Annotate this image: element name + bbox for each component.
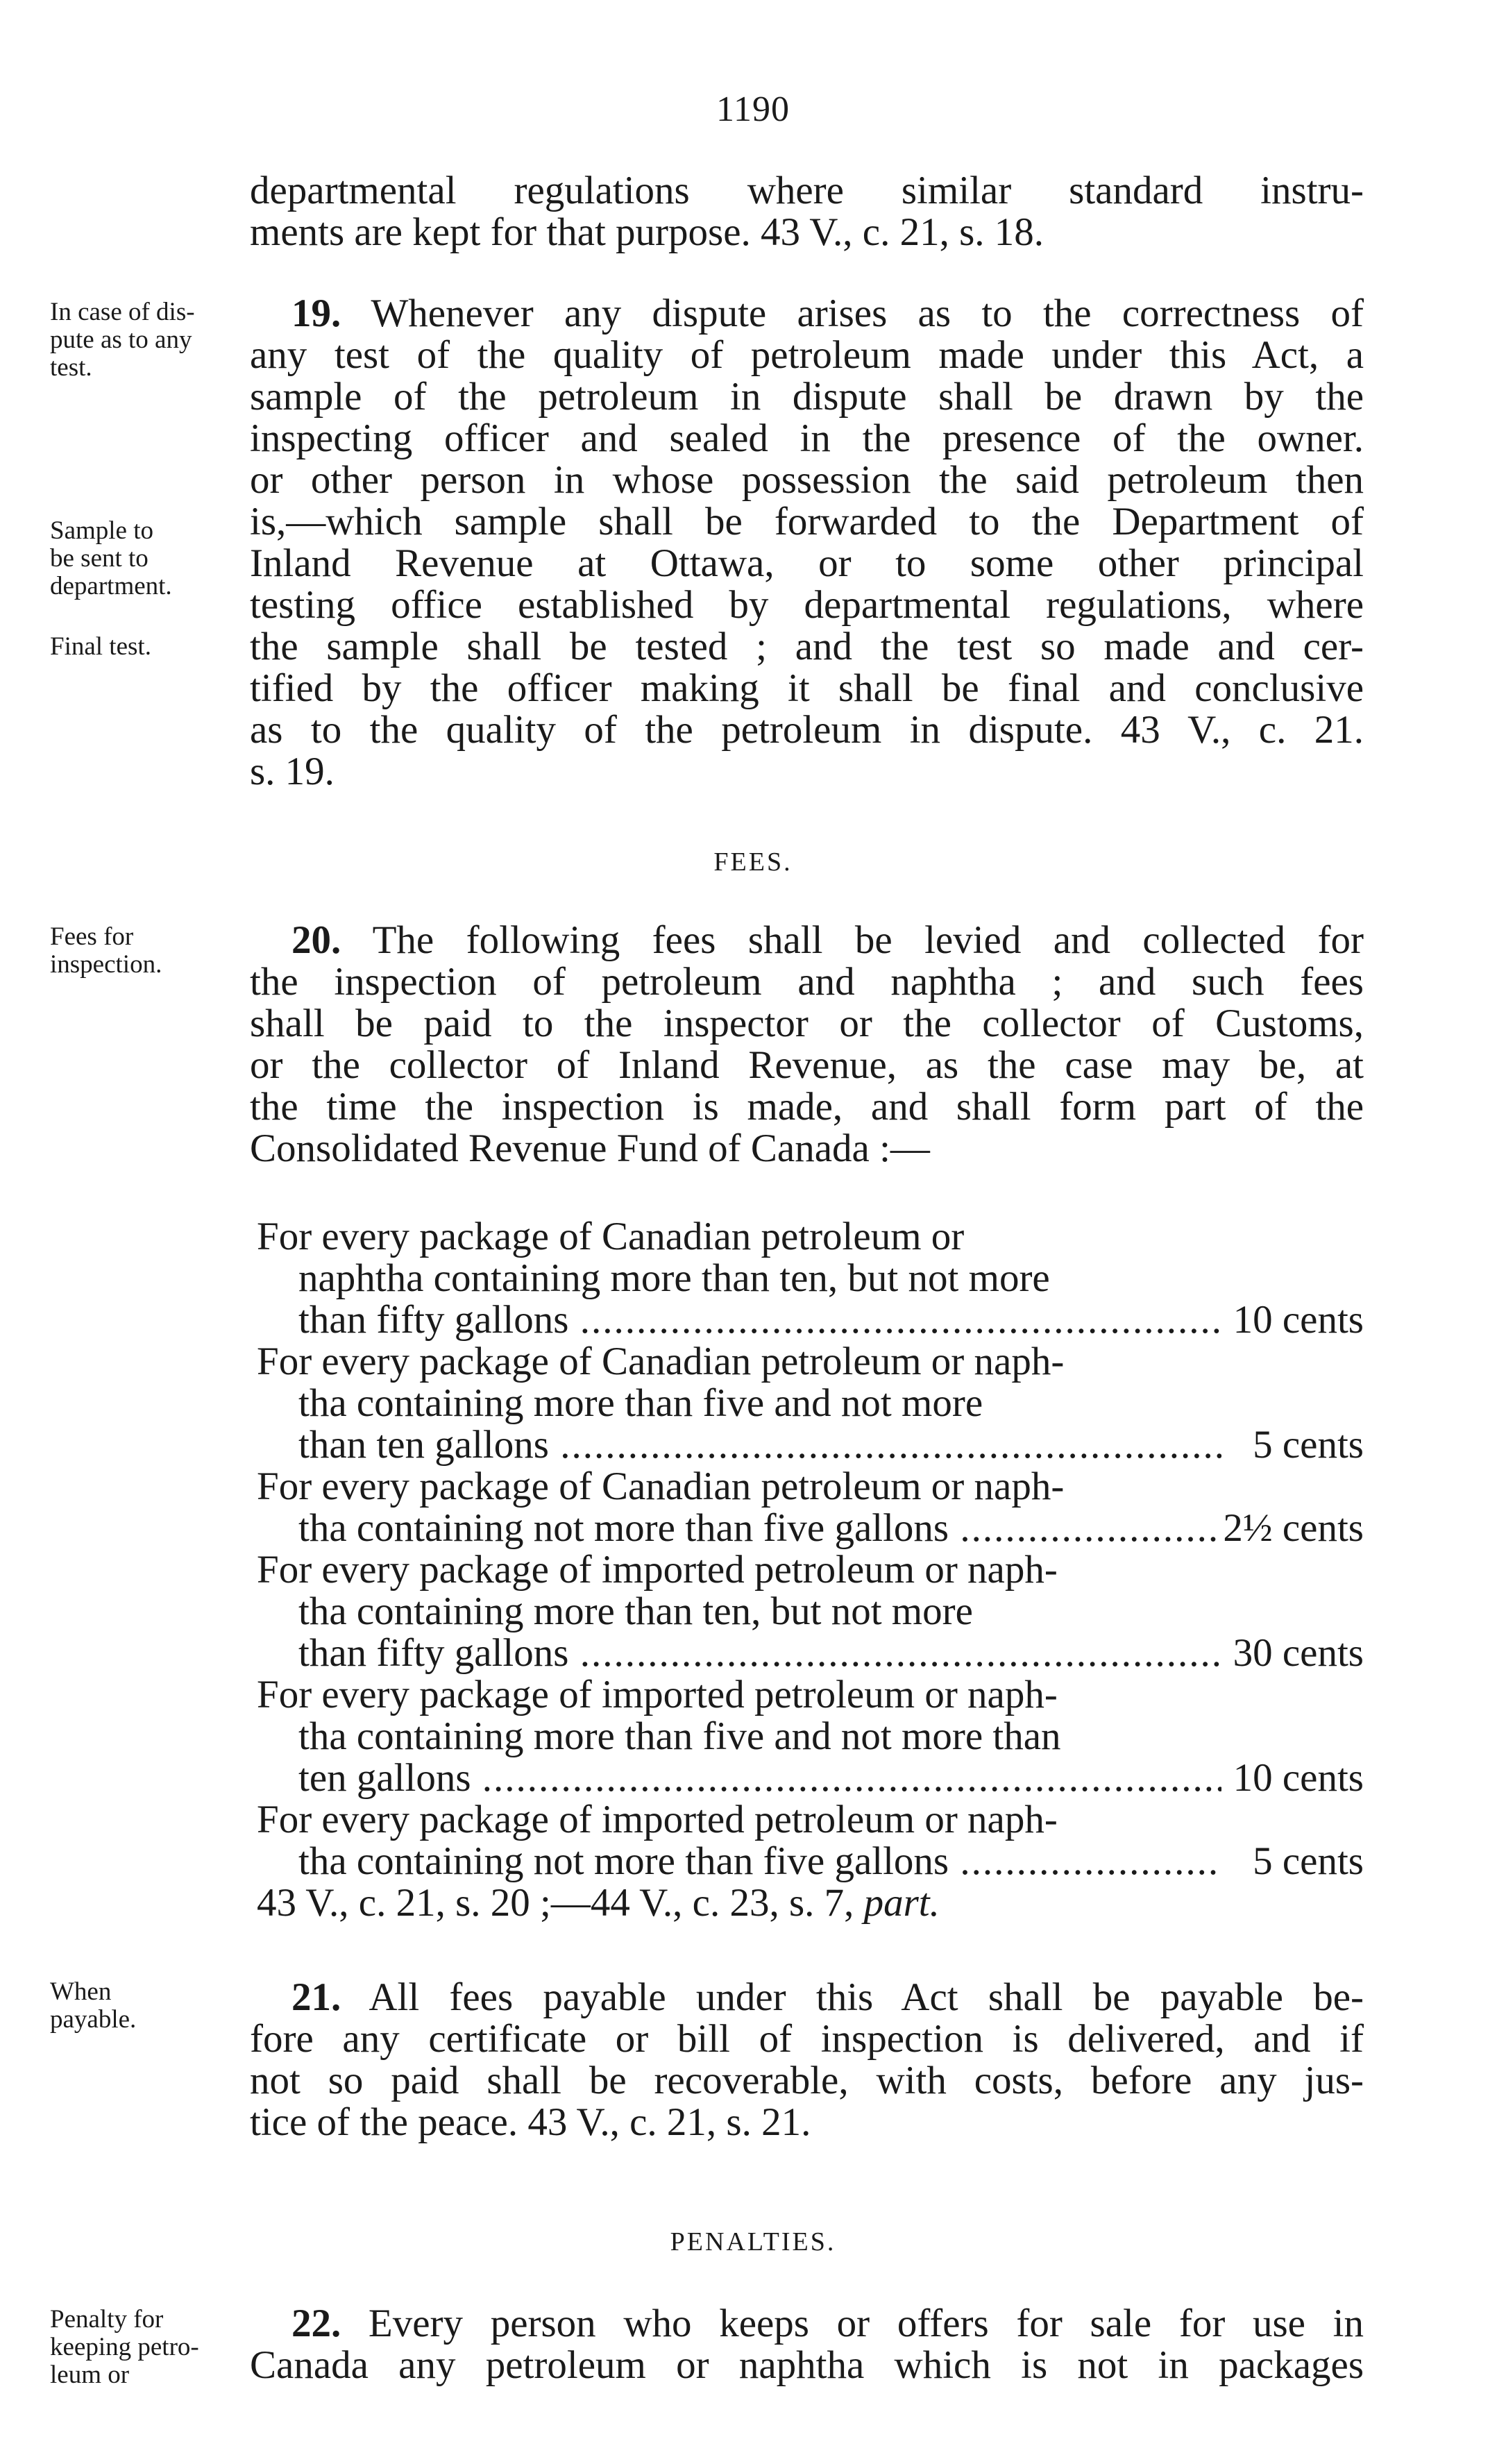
section-19 (250, 293, 1364, 793)
section-heading-fees: FEES. (713, 847, 793, 877)
margin-note-fees (50, 923, 237, 979)
margin-line: payable. (50, 2005, 137, 2034)
text-line: inspecting officer and sealed in the presence of the owner. (250, 416, 1364, 460)
fee-item (257, 1549, 1364, 1674)
fee-line: For every package of Canadian petroleum or (257, 1215, 965, 1258)
fee-item (257, 1341, 1364, 1466)
text-line: Inland Revenue at Ottawa, or to some other principal (250, 541, 1364, 585)
fee-line: For every package of imported petroleum or naph- (257, 1798, 1058, 1841)
text-line: as to the quality of the petroleum in dispute. 43 V., c. 21. (250, 708, 1364, 752)
section-20 (250, 920, 1364, 1170)
fee-line: For every package of imported petroleum or naph- (257, 1548, 1058, 1592)
intro-paragraph (250, 170, 1364, 253)
text-line: tified by the officer making it shall be final and conclusive (250, 666, 1364, 710)
margin-note-penalty (50, 2306, 237, 2389)
fee-line-text: than fifty gallons (298, 1632, 569, 1674)
fee-line: For every package of Canadian petroleum or naph- (257, 1340, 1065, 1383)
margin-line: Sample to (50, 516, 154, 545)
fee-line-text: tha containing not more than five gallons (298, 1508, 949, 1549)
section-number: 22. (291, 2302, 341, 2345)
fee-item (257, 1799, 1364, 1882)
fee-line: For every package of imported petroleum or naph- (257, 1673, 1058, 1716)
fee-amount: 5 cents (1253, 1839, 1364, 1883)
fee-line-text: than fifty gallons (298, 1299, 569, 1341)
fee-item (257, 1466, 1364, 1549)
section-first-line (250, 1977, 1364, 2018)
margin-note-dispute (50, 298, 237, 382)
dot-leader (568, 1299, 1221, 1341)
text-line: fore any certificate or bill of inspection is delivered, and if (250, 2017, 1364, 2061)
text-fragment: Every person who keeps or offers for sale for use in (341, 2302, 1364, 2345)
citation-text: 43 V., c. 21, s. 20 ;—44 V., c. 23, s. 7, (257, 1881, 864, 1925)
fee-line-text: tha containing not more than five gallons (298, 1841, 949, 1882)
section-first-line (250, 2303, 1364, 2345)
margin-line: When (50, 1977, 112, 2006)
text-line: s. 19. (250, 750, 335, 793)
fee-amount: 10 cents (1233, 1298, 1364, 1342)
fee-amount: 2½ cents (1223, 1506, 1364, 1550)
margin-line: be sent to (50, 544, 149, 573)
text-line: ments are kept for that purpose. 43 V., c. 21, s. 18. (250, 210, 1044, 254)
text-line: or the collector of Inland Revenue, as the case may be, at (250, 1043, 1364, 1087)
fee-line-text: than ten gallons (298, 1424, 549, 1466)
dot-leader (471, 1757, 1221, 1799)
section-22 (250, 2303, 1364, 2386)
section-first-line (250, 920, 1364, 961)
text-line: the sample shall be tested ; and the test so made and cer- (250, 625, 1364, 668)
text-line: departmental regulations where similar standard instru- (250, 169, 1364, 212)
text-line: tice of the peace. 43 V., c. 21, s. 21. (250, 2100, 811, 2144)
margin-line: test. (50, 353, 92, 382)
fee-item (257, 1674, 1364, 1799)
text-fragment: All fees payable under this Act shall be payable be- (341, 1975, 1364, 2019)
text-line: or other person in whose possession the said petroleum then (250, 458, 1364, 502)
fees-citation (257, 1882, 1364, 1924)
section-21 (250, 1977, 1364, 2143)
fee-line: tha containing more than ten, but not more (298, 1589, 973, 1633)
text-line: any test of the quality of petroleum made under this Act, a (250, 333, 1364, 377)
fee-line: naphtha containing more than ten, but not more (298, 1256, 1050, 1300)
text-line: shall be paid to the inspector or the collector of Customs, (250, 1002, 1364, 1045)
fee-amount: 5 cents (1253, 1423, 1364, 1467)
text-line: the inspection of petroleum and naphtha ; and such fees (250, 960, 1364, 1004)
margin-line: inspection. (50, 950, 162, 979)
citation-italic: part. (863, 1881, 940, 1925)
margin-line: pute as to any (50, 326, 192, 354)
margin-note-sample (50, 517, 237, 600)
section-first-line (250, 293, 1364, 335)
text-line: Canada any petroleum or naphtha which is not in packages (250, 2343, 1364, 2387)
fee-schedule (257, 1216, 1364, 1924)
text-fragment: The following fees shall be levied and collected for (341, 918, 1364, 962)
section-heading-penalties: PENALTIES. (670, 2227, 836, 2256)
fee-line: tha containing more than five and not more (298, 1381, 983, 1425)
fee-line: For every package of Canadian petroleum or naph- (257, 1465, 1065, 1508)
fee-amount: 10 cents (1233, 1756, 1364, 1800)
margin-line: leum or (50, 2361, 130, 2389)
fee-item (257, 1216, 1364, 1341)
margin-note-when-payable (50, 1978, 237, 2034)
dot-leader (549, 1424, 1221, 1466)
text-fragment: Whenever any dispute arises as to the correctness of (341, 292, 1364, 335)
section-number: 20. (291, 918, 341, 962)
margin-line: Penalty for (50, 2305, 164, 2334)
fee-line: tha containing more than five and not more than (298, 1714, 1061, 1758)
dot-leader (568, 1632, 1221, 1674)
text-line: not so paid shall be recoverable, with costs, before any jus- (250, 2059, 1364, 2102)
text-line: the time the inspection is made, and shall form part of the (250, 1085, 1364, 1129)
section-number: 19. (291, 292, 341, 335)
margin-note-final-test (50, 633, 237, 661)
dot-leader (949, 1841, 1221, 1882)
text-line: sample of the petroleum in dispute shall be drawn by the (250, 375, 1364, 419)
dot-leader (949, 1508, 1221, 1549)
fee-line-text: ten gallons (298, 1757, 471, 1799)
margin-line: keeping petro- (50, 2333, 199, 2361)
text-line: testing office established by departmental regulations, where (250, 583, 1364, 627)
text-line: is,—which sample shall be forwarded to the Department of (250, 500, 1364, 543)
section-number: 21. (291, 1975, 341, 2019)
margin-line: In case of dis- (50, 298, 195, 326)
text-line: Consolidated Revenue Fund of Canada :— (250, 1126, 930, 1170)
page-number: 1190 (716, 90, 790, 129)
fee-amount: 30 cents (1233, 1631, 1364, 1675)
margin-line: Fees for (50, 922, 134, 951)
margin-line: department. (50, 572, 172, 600)
margin-line: Final test. (50, 632, 151, 661)
